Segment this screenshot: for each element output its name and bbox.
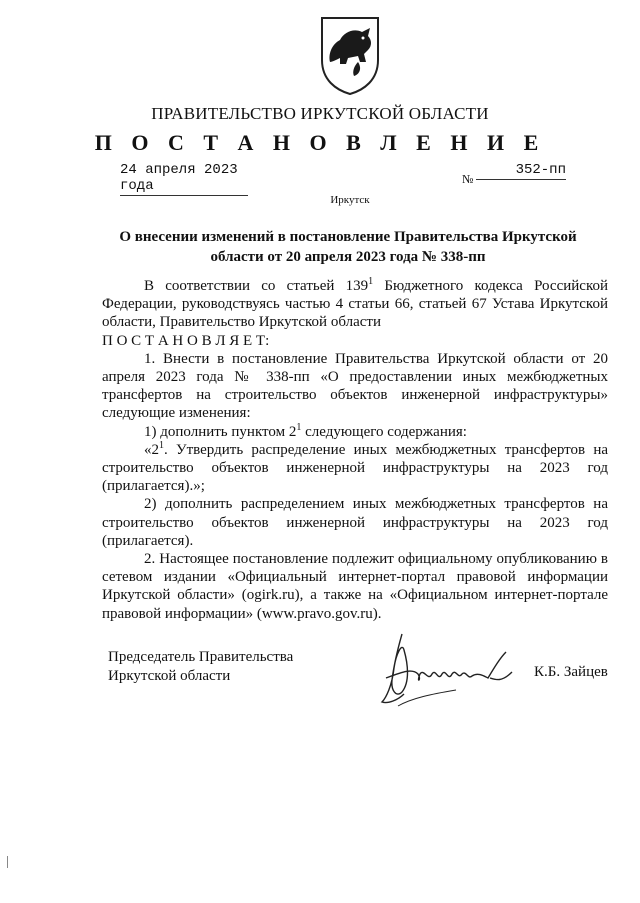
government-name: ПРАВИТЕЛЬСТВО ИРКУТСКОЙ ОБЛАСТИ: [151, 104, 489, 123]
document-body: [102, 277, 608, 623]
document-number: 352-пп: [476, 162, 566, 180]
signatory-title-line: Иркутской области: [108, 668, 231, 684]
city-name: Иркутск: [330, 194, 370, 206]
text-fragment: следующего содержания:: [301, 423, 467, 440]
handwritten-signature: [372, 628, 522, 714]
document-date: 24 апреля 2023 года: [120, 162, 248, 196]
item-1-paragraph: 1. Внести в постановление Правительства Иркутской области от 20 апреля 2023 года № 338-пп «О предоставлении иных межбюджетных трансфертов на строительство объектов инженерной инфраструктуры» следующие изменения:: [102, 350, 608, 422]
document-type: П О С Т А Н О В Л Е Н И Е: [94, 130, 546, 155]
number-sign: №: [462, 172, 474, 186]
signatory-name: К.Б. Зайцев: [534, 664, 608, 680]
scan-mark: [7, 856, 8, 868]
text-fragment: «2: [144, 441, 159, 458]
text-fragment: 1) дополнить пунктом 2: [144, 423, 297, 440]
superscript: 1: [296, 421, 302, 433]
text-fragment: . Утвердить распределение иных межбюджетных трансфертов на строительство объектов инженерной инфраструктуры на 2023 год (прилагается).»;: [102, 441, 608, 495]
text-fragment: Бюджетного кодекса Российской Федерации, руководствуясь частью 4 статьи 66, статьей 67 Устава Иркутской области, Правительство Иркутской области: [102, 278, 608, 331]
text-fragment: В соответствии со статьей 139: [144, 278, 369, 294]
superscript: 1: [368, 276, 374, 287]
coat-of-arms-icon: [318, 14, 382, 96]
signatory-title-line: Председатель Правительства: [108, 649, 294, 665]
subject-line: области от 20 апреля 2023 года № 338-пп: [210, 249, 486, 265]
document-subject: [108, 227, 588, 267]
subject-line: О внесении изменений в постановление Правительства Иркутской: [119, 229, 577, 245]
signatory-title: [108, 648, 293, 686]
subitem-1-paragraph: [102, 423, 608, 441]
superscript: 1: [159, 439, 164, 451]
quoted-paragraph: [102, 441, 608, 496]
subitem-2-paragraph: 2) дополнить распределением иных межбюджетных трансфертов на строительство объектов инженерной инфраструктуры на 2023 год (прилагается).: [102, 496, 608, 549]
item-2-paragraph: 2. Настоящее постановление подлежит официальному опубликованию в сетевом издании «Официальный интернет-портал правовой информации Иркутской области» (ogirk.ru), а также на «Официальном интернет-портале правовой информации» (www.pravo.gov.ru).: [102, 551, 608, 622]
decree-word: П О С Т А Н О В Л Я Е Т:: [102, 332, 270, 349]
preamble-paragraph: [102, 277, 608, 332]
